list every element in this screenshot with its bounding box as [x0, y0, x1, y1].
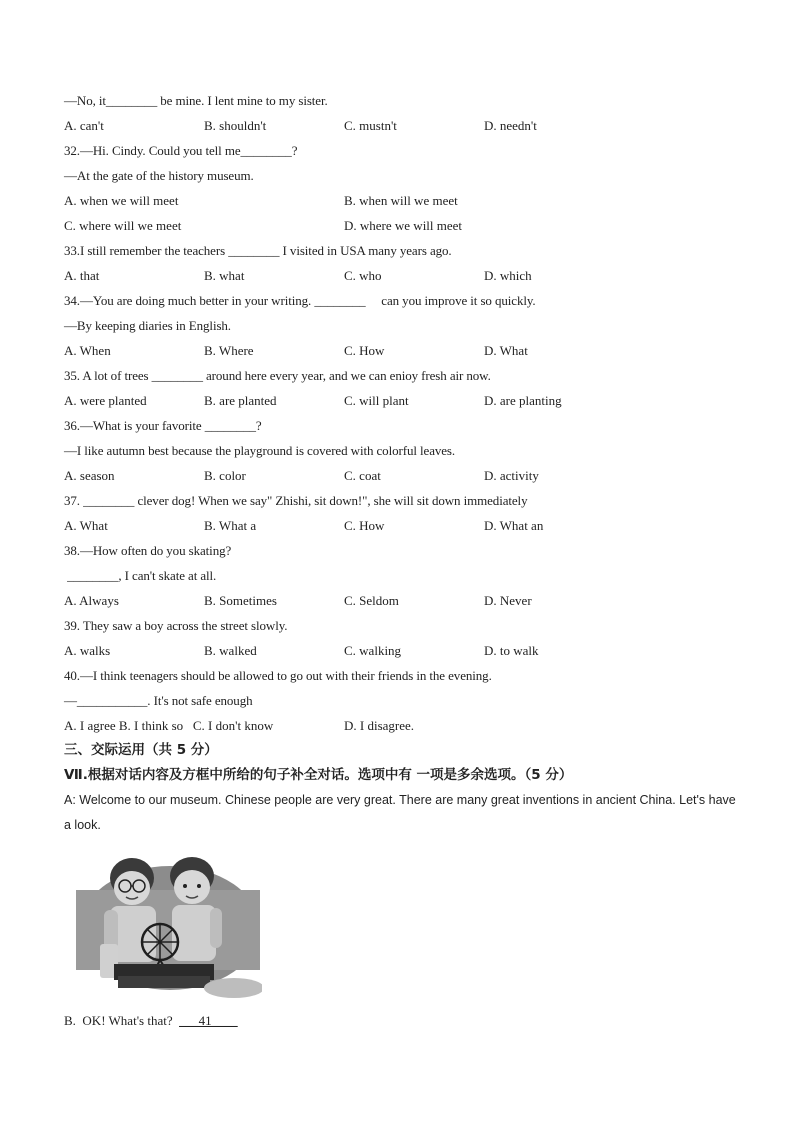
q34-option-a[interactable]: A. When	[64, 343, 111, 358]
q32-question: 32.—Hi. Cindy. Could you tell me________?	[64, 143, 298, 158]
section-seven-instructions: Ⅶ.根据对话内容及方框中所给的句子补全对话。选项中有 一项是多余选项。（5 分）	[64, 767, 573, 783]
q37-option-a[interactable]: A. What	[64, 518, 108, 533]
q35-question: 35. A lot of trees ________ around here every year, and we can enioy fresh air now.	[64, 368, 491, 383]
exam-page	[64, 88, 744, 1033]
q35-option-c[interactable]: C. will plant	[344, 393, 409, 408]
q39-option-a[interactable]: A. walks	[64, 643, 111, 658]
q32-option-b[interactable]: B. when will we meet	[344, 193, 458, 208]
q38-options	[64, 588, 744, 613]
q37-option-d[interactable]: D. What an	[484, 518, 544, 533]
q39-option-d[interactable]: D. to walk	[484, 643, 539, 658]
q32-option-c[interactable]: C. where will we meet	[64, 218, 182, 233]
q37-option-b[interactable]: B. What a	[204, 518, 257, 533]
q33-option-c[interactable]: C. who	[344, 268, 382, 283]
q34-option-b[interactable]: B. Where	[204, 343, 254, 358]
q38-option-c[interactable]: C. Seldom	[344, 593, 399, 608]
q31-option-b[interactable]: B. shouldn't	[204, 118, 267, 133]
q33-option-a[interactable]: A. that	[64, 268, 100, 283]
q31-options	[64, 113, 744, 138]
q35-option-b[interactable]: B. are planted	[204, 393, 277, 408]
q32-options-row2	[64, 213, 744, 238]
q32-reply: —At the gate of the history museum.	[64, 168, 254, 183]
museum-illustration	[74, 850, 262, 1000]
section-three-heading: 三、交际运用（共 5 分）	[64, 742, 218, 758]
q36-option-c[interactable]: C. coat	[344, 468, 381, 483]
q40-option-d[interactable]: D. I disagree.	[344, 718, 415, 733]
q37-question: 37. ________ clever dog! When we say" Zhishi, sit down!", she will sit down immediately	[64, 493, 528, 508]
q34-option-c[interactable]: C. How	[344, 343, 385, 358]
q36-option-b[interactable]: B. color	[204, 468, 246, 483]
q36-option-d[interactable]: D. activity	[484, 468, 539, 483]
q33-option-d[interactable]: D. which	[484, 268, 532, 283]
q34-option-d[interactable]: D. What	[484, 343, 528, 358]
q33-question: 33.I still remember the teachers ________ I visited in USA many years ago.	[64, 243, 452, 258]
q33-option-b[interactable]: B. what	[204, 268, 245, 283]
q37-options	[64, 513, 744, 538]
q35-options	[64, 388, 744, 413]
q40-options-abc[interactable]: A. I agree B. I think so C. I don't know	[64, 718, 274, 733]
q32-options-row1	[64, 188, 744, 213]
q39-option-c[interactable]: C. walking	[344, 643, 402, 658]
q40-reply: —___________. It's not safe enough	[64, 693, 253, 708]
q39-options	[64, 638, 744, 663]
q38-question: 38.—How often do you skating?	[64, 543, 232, 558]
q39-option-b[interactable]: B. walked	[204, 643, 257, 658]
dialogue-b-text: B. OK! What's that?	[64, 1013, 180, 1028]
q35-option-d[interactable]: D. are planting	[484, 393, 562, 408]
q34-question: 34.—You are doing much better in your writing. ________ can you improve it so quickly.	[64, 293, 536, 308]
q40-options	[64, 713, 744, 738]
q32-option-d[interactable]: D. where we will meet	[344, 218, 463, 233]
q32-option-a[interactable]: A. when we will meet	[64, 193, 179, 208]
dialogue-b-line	[64, 1008, 744, 1033]
q34-reply: —By keeping diaries in English.	[64, 318, 231, 333]
q35-option-a[interactable]: A. were planted	[64, 393, 147, 408]
q38-option-a[interactable]: A. Always	[64, 593, 119, 608]
q36-question: 36.—What is your favorite ________?	[64, 418, 262, 433]
q37-option-c[interactable]: C. How	[344, 518, 385, 533]
q33-options	[64, 263, 744, 288]
two-children-spinning-wheel-image	[74, 850, 262, 1000]
q36-options	[64, 463, 744, 488]
q31-dialogue-line: —No, it________ be mine. I lent mine to my sister.	[64, 93, 328, 108]
q31-option-a[interactable]: A. can't	[64, 118, 104, 133]
q38-option-b[interactable]: B. Sometimes	[204, 593, 277, 608]
q38-reply: ________, I can't skate at all.	[64, 568, 217, 583]
q39-question: 39. They saw a boy across the street slowly.	[64, 618, 288, 633]
q36-reply: —I like autumn best because the playground is covered with colorful leaves.	[64, 443, 456, 458]
q34-options	[64, 338, 744, 363]
dialogue-intro-paragraph: A: Welcome to our museum. Chinese people are very great. There are many great inventions in ancient China. Let's have a look.	[64, 793, 736, 832]
blank-41[interactable]: ___41____	[179, 1013, 238, 1028]
q31-option-d[interactable]: D. needn't	[484, 118, 537, 133]
q31-option-c[interactable]: C. mustn't	[344, 118, 397, 133]
q38-option-d[interactable]: D. Never	[484, 593, 532, 608]
q40-question: 40.—I think teenagers should be allowed to go out with their friends in the evening.	[64, 668, 492, 683]
q36-option-a[interactable]: A. season	[64, 468, 115, 483]
